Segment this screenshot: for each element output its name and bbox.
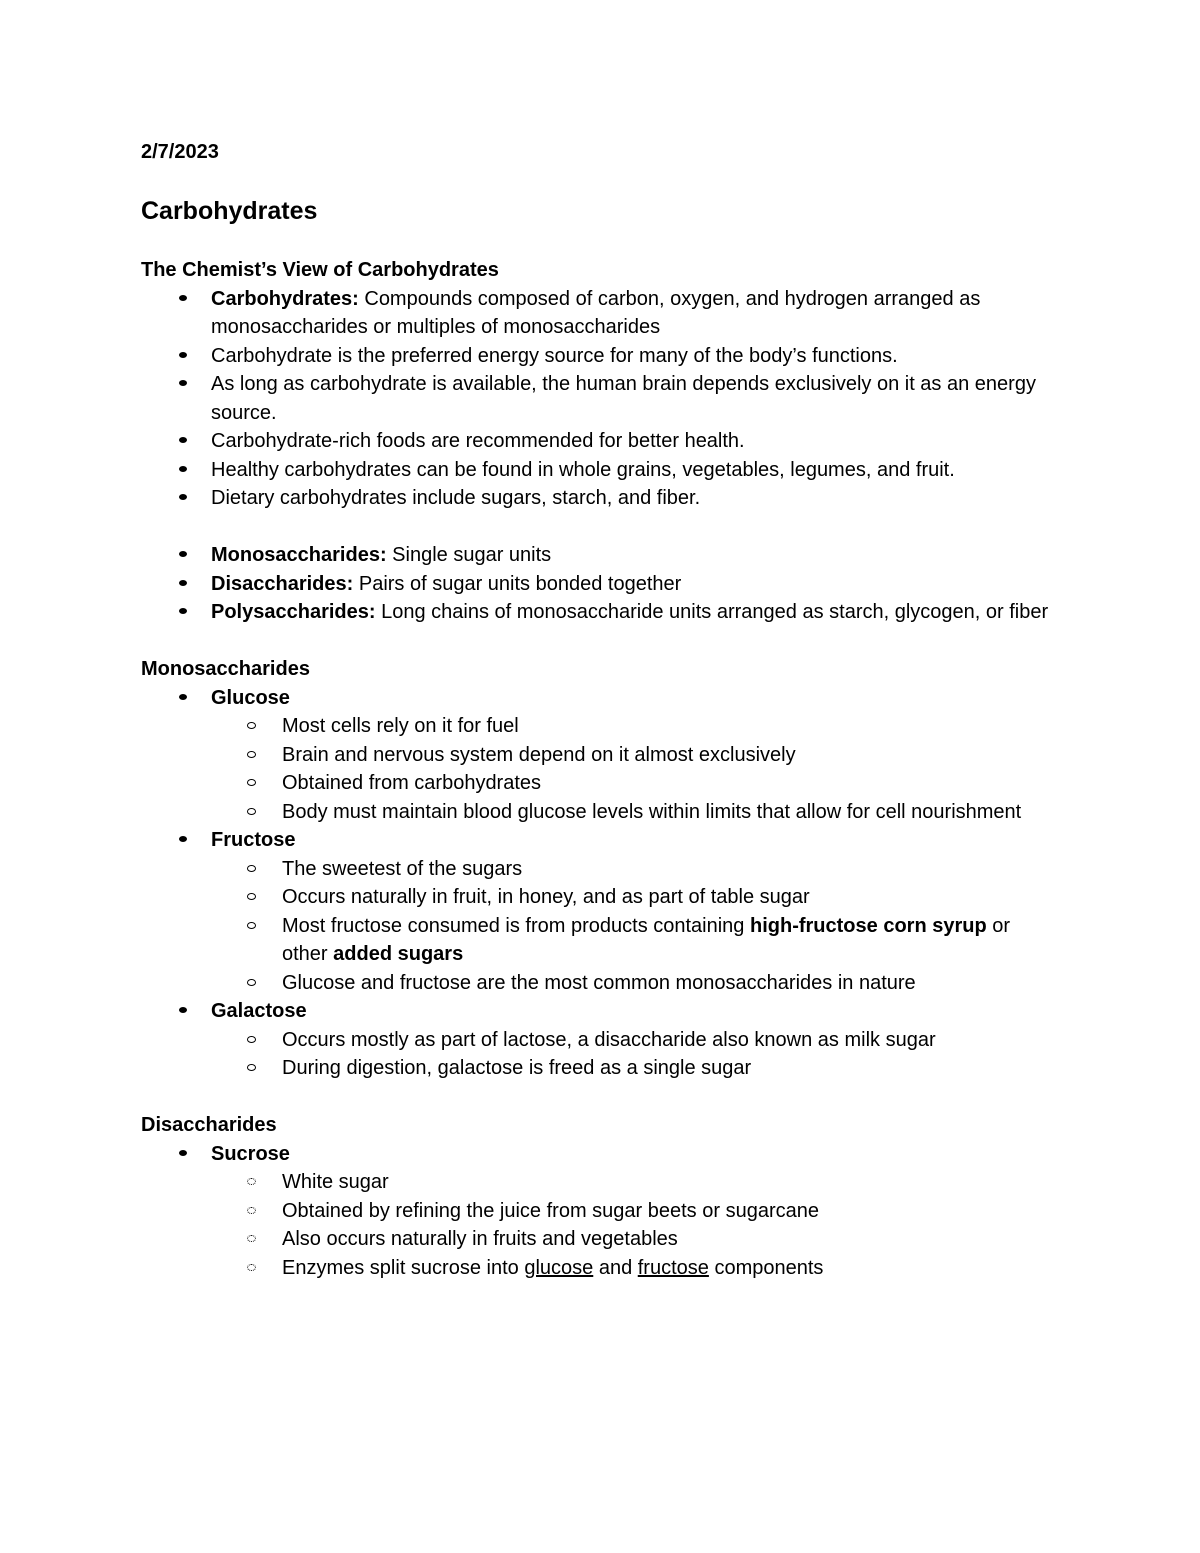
text-run: or other: [282, 914, 1011, 965]
underlined-term: glucose: [524, 1256, 594, 1279]
sub-list-item: Brain and nervous system depend on it almost exclusively: [211, 741, 1061, 770]
sub-list-item: Occurs naturally in fruit, in honey, and as part of table sugar: [211, 883, 1061, 912]
list-item: [141, 570, 1061, 599]
emphasis: high-fructose corn syrup: [750, 914, 987, 937]
list-item: Carbohydrate is the preferred energy source for many of the body’s functions.: [141, 342, 1061, 371]
section-heading: Monosaccharides: [141, 658, 310, 680]
sub-list-item: [211, 912, 1061, 969]
bullet-list: [141, 684, 1061, 1083]
bullet-list: [141, 285, 1061, 513]
sub-list-item: The sweetest of the sugars: [211, 855, 1061, 884]
bullet-list: [141, 541, 1061, 627]
sub-list-item: Body must maintain blood glucose levels within limits that allow for cell nourishment: [211, 798, 1061, 827]
definition: Long chains of monosaccharide units arranged as starch, glycogen, or fiber: [375, 601, 1049, 623]
list-item: [141, 997, 1061, 1083]
sub-list: [211, 855, 1061, 998]
list-item: Carbohydrate-rich foods are recommended for better health.: [141, 427, 1061, 456]
list-item: [141, 684, 1061, 827]
sub-list: [211, 1168, 1061, 1282]
sugar-label: Fructose: [211, 829, 296, 851]
sub-list-item: [211, 1254, 1061, 1283]
underlined-term: fructose: [637, 1256, 709, 1279]
section-heading: Disaccharides: [141, 1114, 277, 1136]
sugar-label: Galactose: [211, 1000, 307, 1022]
list-item: [141, 826, 1061, 997]
term: Disaccharides:: [211, 572, 354, 595]
sub-list: [211, 712, 1061, 826]
list-item: Dietary carbohydrates include sugars, starch, and fiber.: [141, 484, 1061, 513]
emphasis: added sugars: [333, 943, 464, 965]
page-title: Carbohydrates: [141, 197, 318, 225]
list-item: As long as carbohydrate is available, the human brain depends exclusively on it as an energy source.: [141, 370, 1061, 427]
sub-list: [211, 1026, 1061, 1083]
sub-list-item: Also occurs naturally in fruits and vegetables: [211, 1225, 1061, 1254]
list-item: [141, 541, 1061, 570]
sub-list-item: Occurs mostly as part of lactose, a disaccharide also known as milk sugar: [211, 1026, 1061, 1055]
sub-list-item: Most cells rely on it for fuel: [211, 712, 1061, 741]
list-item: Healthy carbohydrates can be found in whole grains, vegetables, legumes, and fruit.: [141, 456, 1061, 485]
list-item: [141, 598, 1061, 627]
list-item: [141, 285, 1061, 342]
text-run: and: [593, 1256, 638, 1279]
list-item: [141, 1140, 1061, 1283]
definition: Single sugar units: [386, 544, 552, 566]
sub-list-item: Obtained by refining the juice from sugar beets or sugarcane: [211, 1197, 1061, 1226]
term: Monosaccharides:: [211, 544, 387, 566]
definition: Compounds composed of carbon, oxygen, and hydrogen arranged as monosaccharides or multiples of monosaccharides: [211, 287, 981, 338]
sugar-label: Sucrose: [211, 1142, 290, 1165]
sugar-label: Glucose: [211, 686, 290, 709]
term: Carbohydrates:: [211, 287, 359, 310]
text-run: components: [708, 1256, 824, 1279]
sub-list-item: During digestion, galactose is freed as a single sugar: [211, 1054, 1061, 1083]
section-heading: The Chemist’s View of Carbohydrates: [141, 259, 499, 281]
document-body: [141, 138, 1061, 1282]
sub-list-item: Glucose and fructose are the most common monosaccharides in nature: [211, 969, 1061, 998]
term: Polysaccharides:: [211, 601, 376, 623]
sub-list-item: Obtained from carbohydrates: [211, 769, 1061, 798]
bullet-list: [141, 1140, 1061, 1283]
text-run: Enzymes split sucrose into: [282, 1256, 525, 1279]
document-date: 2/7/2023: [141, 141, 219, 163]
text-run: Most fructose consumed is from products containing: [282, 914, 750, 937]
sub-list-item: White sugar: [211, 1168, 1061, 1197]
definition: Pairs of sugar units bonded together: [353, 572, 682, 595]
